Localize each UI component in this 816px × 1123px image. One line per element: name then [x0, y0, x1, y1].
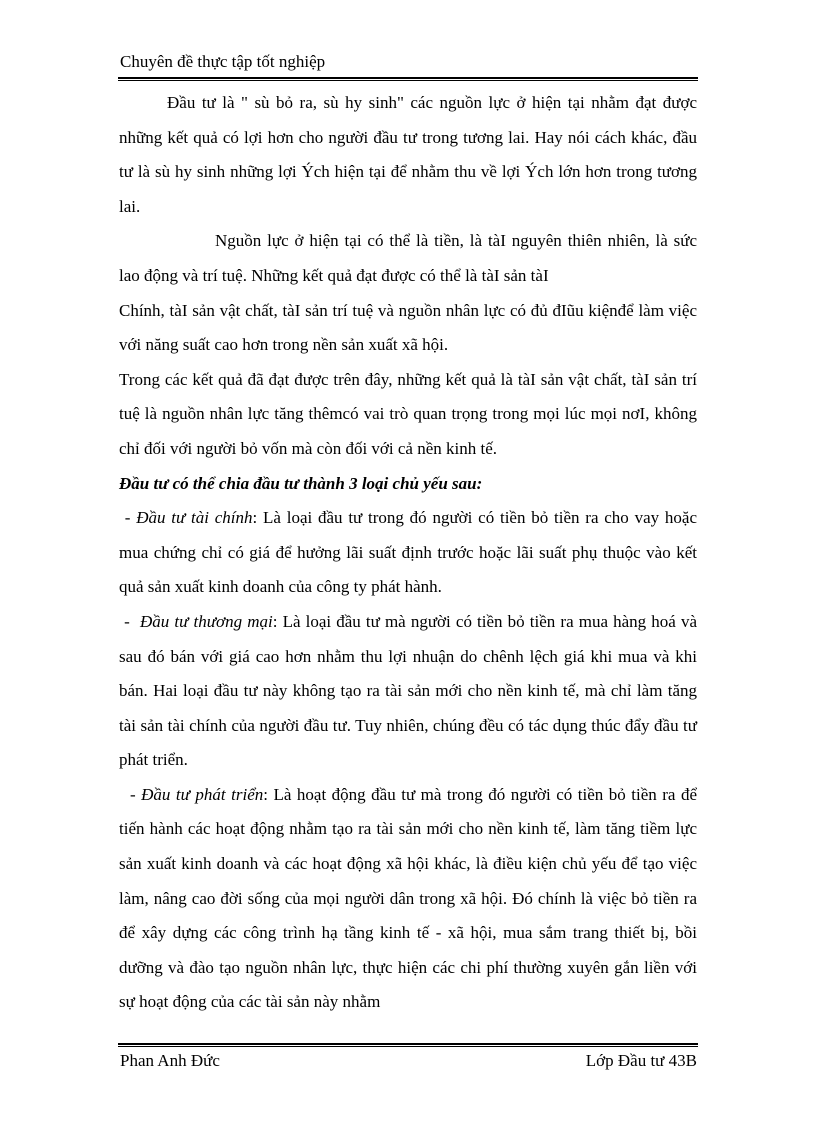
- header-divider: [118, 77, 698, 79]
- bullet-prefix: -: [119, 784, 142, 804]
- bullet-finance: [119, 501, 697, 605]
- bullet-commerce: [119, 605, 697, 778]
- footer-divider: [118, 1043, 698, 1045]
- footer-divider-thin: [118, 1046, 698, 1047]
- bullet-prefix: -: [119, 611, 141, 631]
- paragraph-3: Chính, tàI sản vật chất, tàI sản trí tuệ và nguồn nhân lực có đủ đIũu kiệnđể làm việc với năng suất cao hơn trong nền sản xuất xã hội.: [119, 300, 697, 355]
- section-heading: Đầu tư có thể chia đầu tư thành 3 loại chủ yếu sau:: [119, 473, 483, 493]
- bullet-text: : Là loại đầu tư mà người có tiền bỏ tiền ra mua hàng hoá và sau đó bán với giá cao hơn nhằm thu lợi nhuận do chênh lệch giá khi mua và khi bán. Hai loại đầu tư này không tạo ra tài sản mới cho nền kinh tế, mà chỉ làm tăng tài sản tài chính của người đầu tư. Tuy nhiên, chúng đều có tác dụng thúc đẩy đầu tư phát triển.: [119, 611, 697, 770]
- bullet-text: : Là loại đầu tư trong đó người có tiền bỏ tiền ra cho vay hoặc mua chứng chỉ có giá để hưởng lãi suất định trước hoặc lãi suất phụ thuộc vào kết quả sản xuất kinh doanh của công ty phát hành.: [119, 508, 697, 597]
- footer-author: Phan Anh Đức: [120, 1051, 220, 1070]
- header-divider-thin: [118, 80, 698, 81]
- paragraph-2: Nguồn lực ở hiện tại có thể là tiền, là tàI nguyên thiên nhiên, là sức lao động và trí tuệ. Những kết quả đạt được có thể là tàI sản tàI: [119, 231, 697, 285]
- document-body: [119, 86, 697, 1020]
- bullet-development: [119, 778, 697, 1020]
- page-header-title: Chuyên đề thực tập tốt nghiệp: [120, 52, 326, 71]
- paragraph-1: Đầu tư là " sù bỏ ra, sù hy sinh" các nguồn lực ở hiện tại nhằm đạt được những kết quả có lợi hơn cho người đầu tư trong tương lai. Hay nói cách khác, đầu tư là sù hy sinh những lợi Ých hiện tại để nhằm thu về lợi Ých lớn hơn trong tương lai.: [119, 93, 697, 216]
- bullet-text: : Là hoạt động đầu tư mà trong đó người có tiền bỏ tiền ra để tiến hành các hoạt động nhằm tạo ra tài sản mới cho nền kinh tế, làm tăng tiềm lực sản xuất kinh doanh và các hoạt động xã hội khác, là điều kiện chủ yếu để tạo việc làm, nâng cao đời sống của mọi người dân trong xã hội. Đó chính là việc bỏ tiền ra để xây dựng các công trình hạ tầng kinh tế - xã hội, mua sắm trang thiết bị, bồi dưỡng và đào tạo nguồn nhân lực, thực hiện các chi phí thường xuyên gắn liền với sự hoạt động của các tài sản này nhằm: [119, 784, 697, 1012]
- paragraph-4: Trong các kết quả đã đạt được trên đây, những kết quả là tàI sản vật chất, tàI sản trí tuệ là nguồn nhân lực tăng thêmcó vai trò quan trọng trong mọi lúc mọi nơI, không chỉ đối với người bỏ vốn mà còn đối với cả nền kinh tế.: [119, 369, 697, 458]
- bullet-lead: Đầu tư thương mại: [140, 611, 273, 631]
- footer-class: Lớp Đầu tư 43B: [585, 1051, 697, 1070]
- bullet-lead: Đầu tư phát triển: [141, 784, 264, 804]
- bullet-prefix: -: [119, 508, 137, 528]
- bullet-lead: Đầu tư tài chính: [136, 508, 253, 528]
